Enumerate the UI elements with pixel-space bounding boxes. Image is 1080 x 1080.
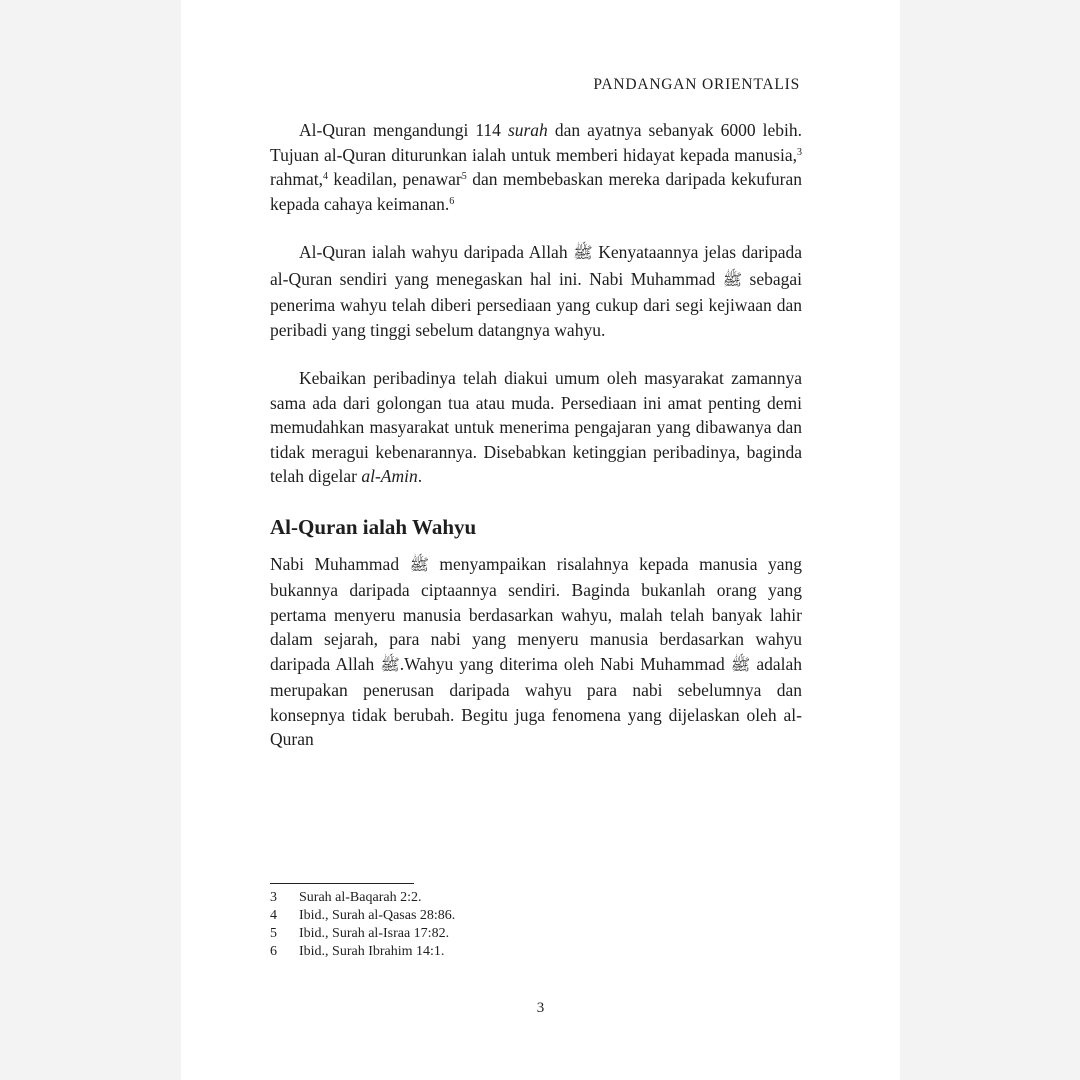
text-run: sebagai penerima wahyu telah diberi persediaan yang cukup dari segi kejiwaan dan peribadi yang tinggi sebelum datangnya wahyu.: [270, 268, 802, 340]
footnote-text: Ibid., Surah al-Qasas 28:86.: [299, 908, 456, 923]
footnote-item: [270, 943, 455, 961]
honorific-glyph-icon: ﷺ: [409, 556, 429, 574]
paragraph-3: [270, 366, 802, 489]
footnote-divider: [270, 883, 414, 884]
running-head: PANDANGAN ORIENTALIS: [593, 76, 800, 93]
honorific-glyph-icon: ﷺ: [730, 656, 751, 674]
footnote-number: 3: [270, 890, 277, 905]
text-run: .: [417, 466, 423, 486]
footnote-ref[interactable]: 4: [322, 171, 328, 182]
footnotes: [270, 889, 455, 961]
paragraph-1: [270, 118, 802, 216]
body-text: [270, 118, 802, 752]
text-run: Kenyataannya jelas daripada al-Quran sendiri yang menegaskan hal ini. Nabi Muhammad: [270, 242, 802, 289]
footnote-text: Ibid., Surah al-Israa 17:82.: [299, 926, 450, 941]
paragraph-4: [270, 552, 802, 752]
text-run: Kebaikan peribadinya telah diakui umum oleh masyarakat zamannya sama ada dari golongan tua atau muda. Persediaan ini amat penting demi memudahkan masyarakat untuk menerima pengajaran yang dibawanya dan tidak meragui kebenarannya. Disebabkan ketinggian peribadinya, baginda telah digelar: [270, 368, 802, 486]
footnote-number: 4: [270, 908, 277, 923]
footnote-ref[interactable]: 5: [461, 171, 467, 182]
italic-term: surah: [507, 120, 548, 140]
footnote-ref[interactable]: 3: [797, 146, 802, 158]
footnote-ref[interactable]: 6: [449, 195, 455, 207]
footnote-number: 6: [270, 944, 277, 959]
text-run: adalah merupakan penerusan daripada wahyu para nabi sebelumnya dan konsepnya tidak berubah. Begitu juga fenomena yang dijelaskan oleh al-Quran: [270, 653, 803, 749]
text-run: Al-Quran ialah wahyu daripada Allah: [299, 242, 568, 262]
honorific-glyph-icon: ﷺ: [722, 271, 743, 289]
text-run: rahmat,: [270, 169, 323, 189]
footnote-number: 5: [270, 926, 277, 941]
text-run: dan ayatnya sebanyak 6000 lebih. Tujuan al-Quran diturunkan ialah untuk memberi hidayat kepada manusia,: [270, 120, 802, 165]
text-run: Nabi Muhammad: [270, 553, 400, 574]
page-number: 3: [536, 1000, 545, 1016]
footnote-text: Surah al-Baqarah 2:2.: [299, 890, 422, 905]
honorific-glyph-icon: ﷺ: [573, 245, 593, 262]
text-run: keadilan, penawar: [327, 169, 462, 189]
italic-term: al-Amin: [361, 466, 418, 486]
text-run: dan membebaskan mereka daripada kekufuran kepada cahaya keimanan.: [270, 169, 802, 214]
footnote-text: Ibid., Surah Ibrahim 14:1.: [299, 944, 445, 959]
text-run: .Wahyu yang diterima oleh Nabi Muhammad: [399, 653, 725, 674]
text-run: Al-Quran mengandungi 114: [299, 120, 508, 140]
footnote-item: [270, 925, 455, 943]
footnote-item: [270, 907, 455, 925]
text-run: menyampaikan risalahnya kepada manusia yang bukannya daripada ciptaannya sendiri. Baginda bukanlah orang yang pertama menyeru manusia berdasarkan wahyu, malah telah banyak lahir dalam sejarah, para nabi yang menyeru manusia berdasarkan wahyu daripada Allah: [270, 553, 802, 674]
section-heading: Al-Quran ialah Wahyu: [270, 514, 477, 539]
paragraph-2: [270, 240, 802, 342]
honorific-glyph-icon: ﷺ: [380, 656, 400, 674]
book-page: [181, 0, 900, 1080]
footnote-item: [270, 889, 455, 907]
